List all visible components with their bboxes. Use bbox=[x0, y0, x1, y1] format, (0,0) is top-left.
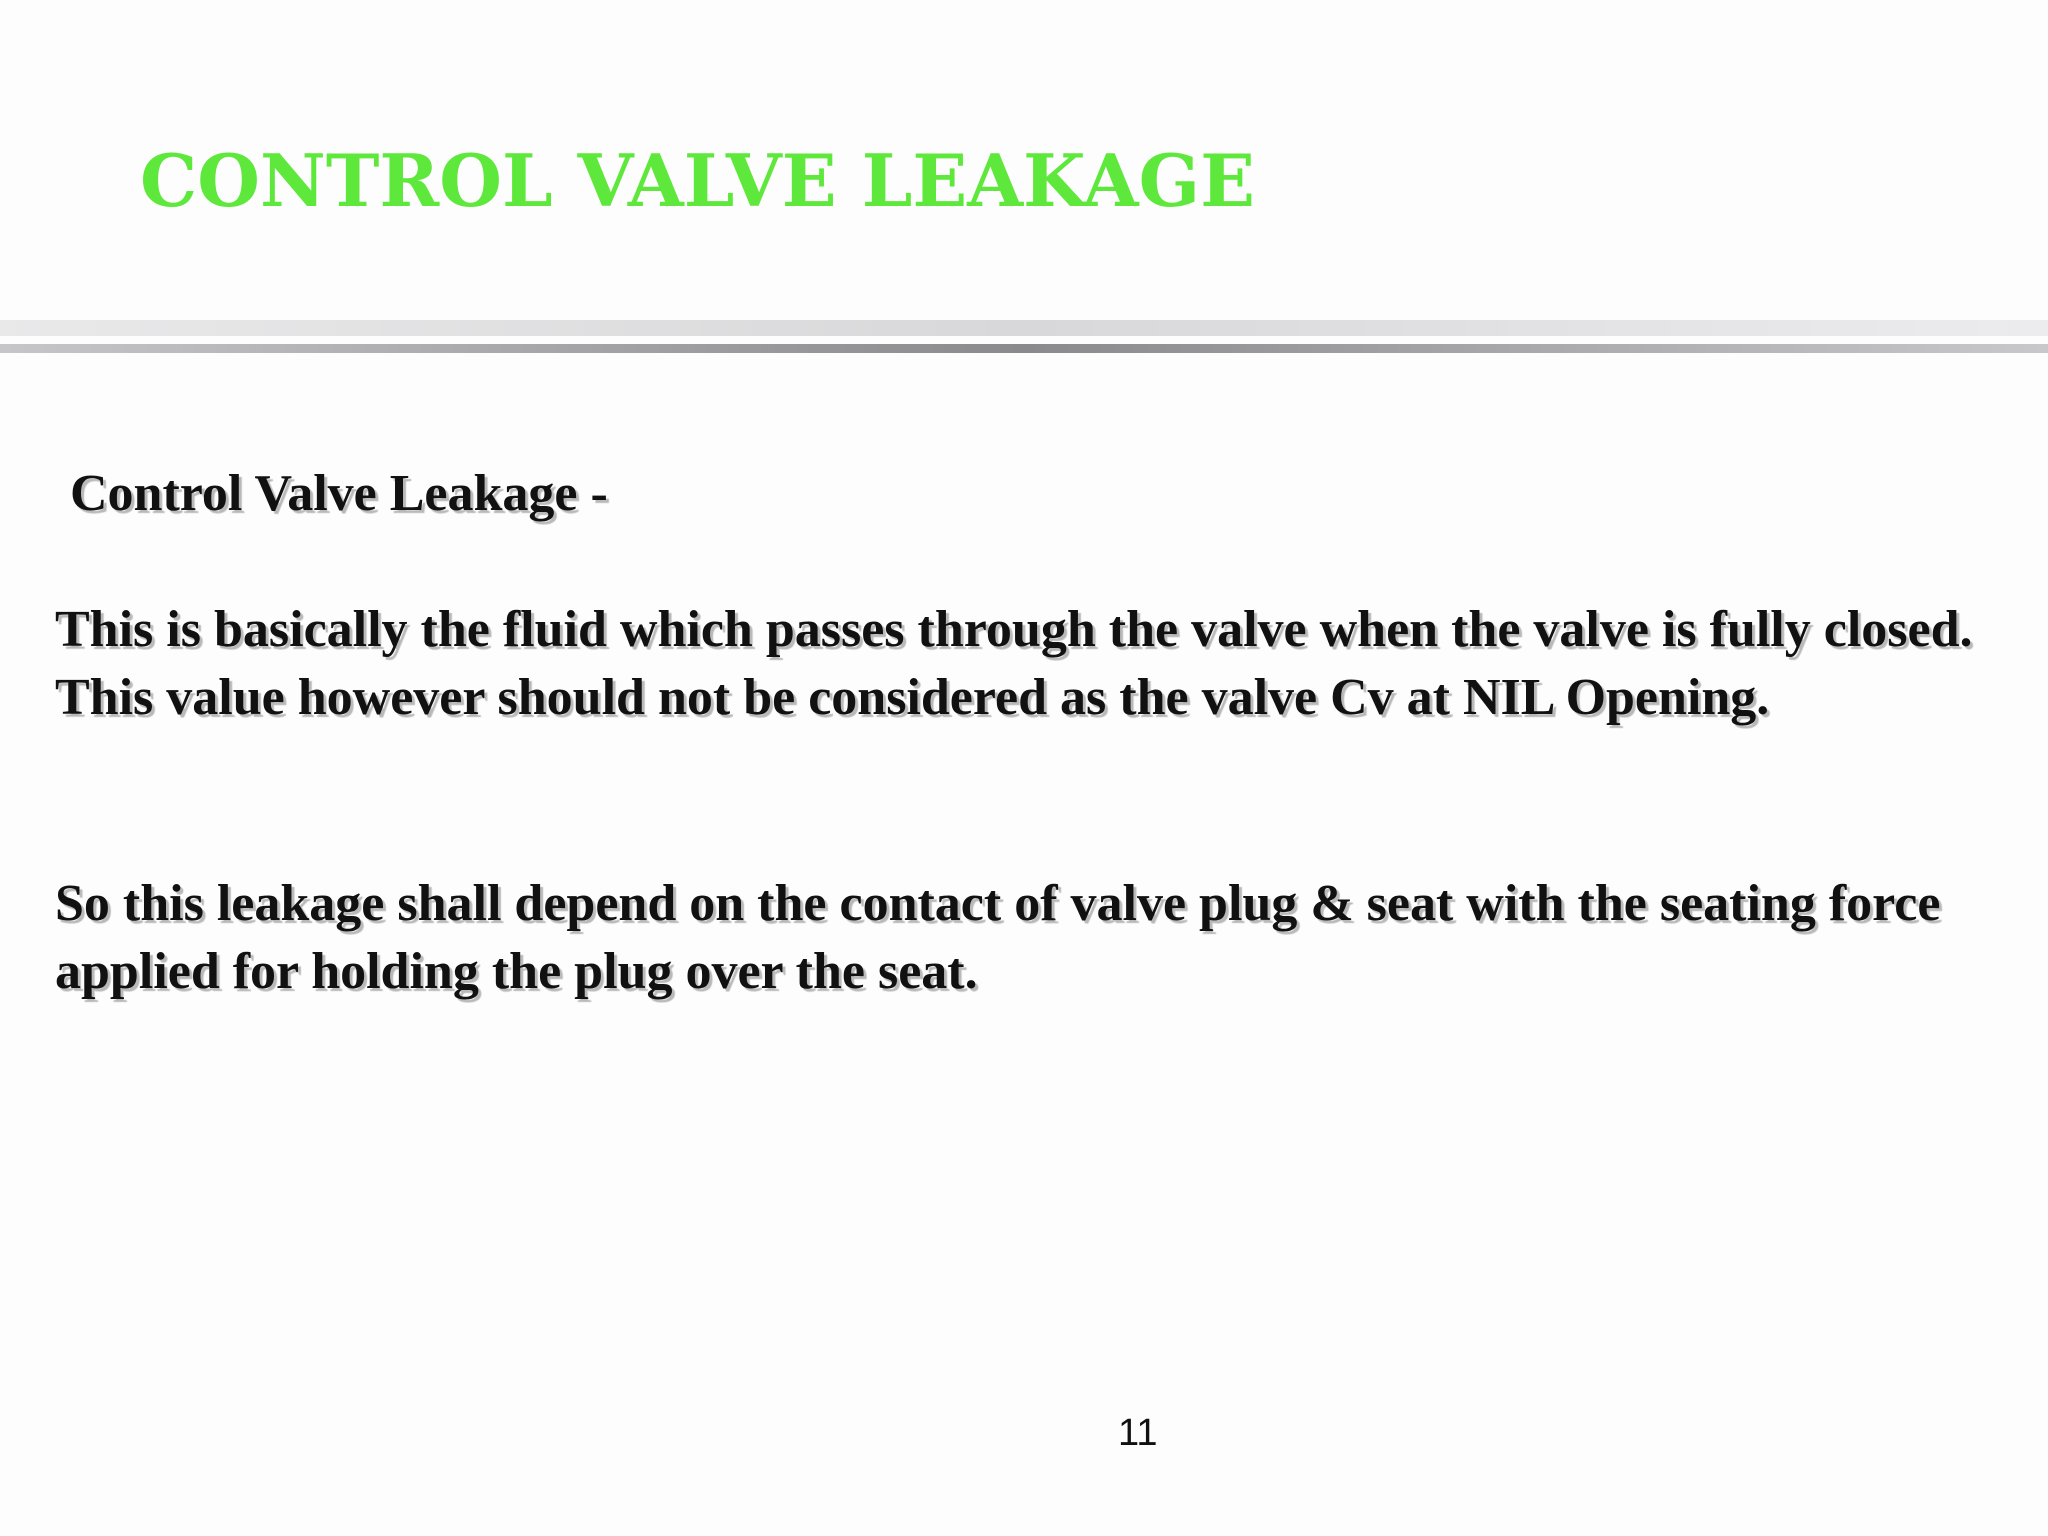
paragraph-dependency: So this leakage shall depend on the contact of valve plug & seat with the seating force applied for holding the plug over the seat. bbox=[55, 875, 1941, 1000]
title-divider-light bbox=[0, 320, 2048, 336]
slide-title: CONTROL VALVE LEAKAGE bbox=[140, 138, 1255, 223]
page-number: 11 bbox=[1118, 1412, 1158, 1454]
paragraph-definition: This is basically the fluid which passes through the valve when the valve is fully closed. This value however should not be considered as the valve Cv at NIL Opening. bbox=[55, 601, 1973, 726]
section-heading: Control Valve Leakage - bbox=[70, 465, 608, 522]
title-divider-dark bbox=[0, 344, 2048, 353]
